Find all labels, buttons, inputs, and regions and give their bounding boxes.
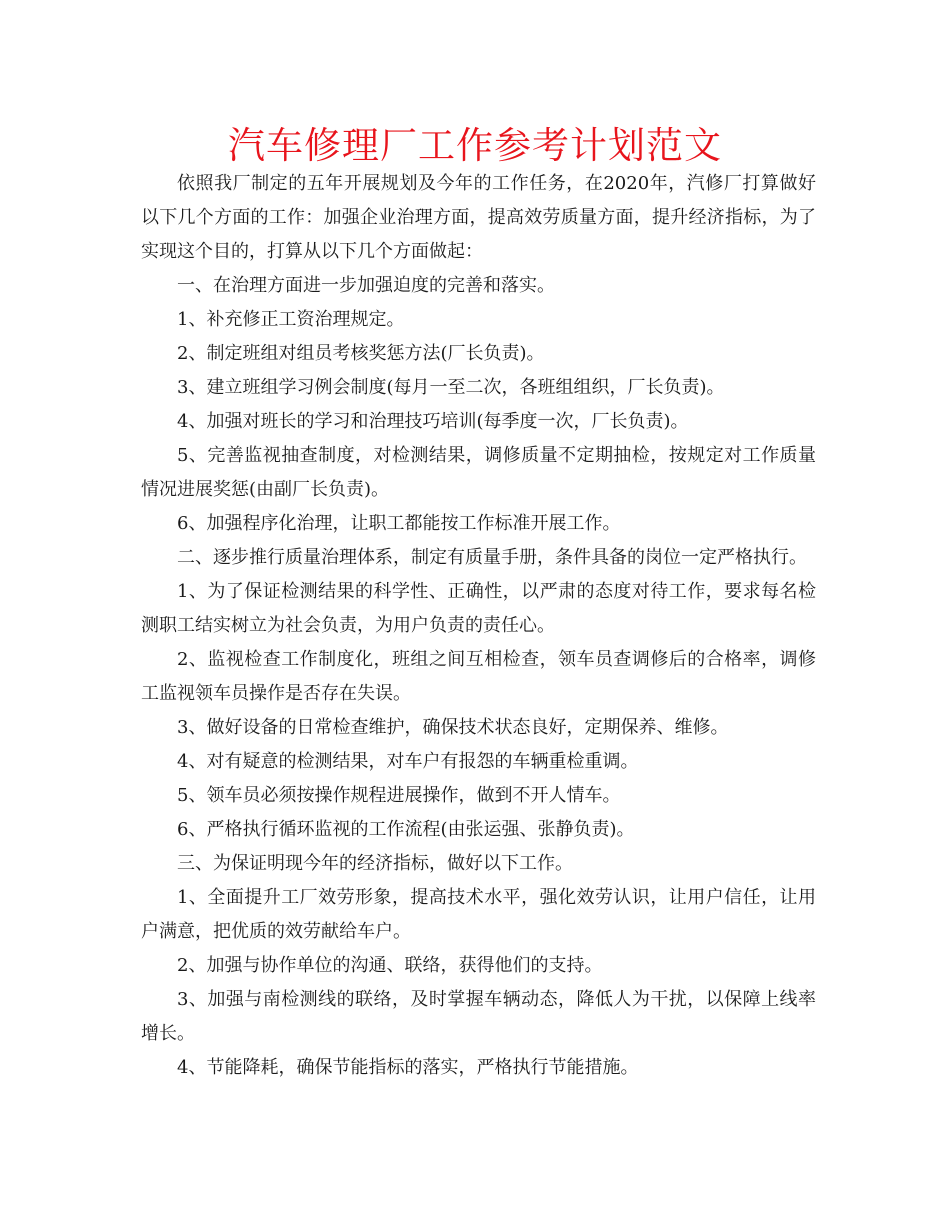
list-item: 1、为了保证检测结果的科学性、正确性，以严肃的态度对待工作，要求每名检测职工结实树立为社会负责，为用户负责的责任心。 [141,581,816,636]
list-item: 4、节能降耗，确保节能指标的落实，严格执行节能措施。 [177,1057,639,1078]
section-heading-1: 一、在治理方面进一步加强迫度的完善和落实。 [177,275,555,296]
list-item: 5、领车员必须按操作规程进展操作，做到不开人情车。 [177,785,621,806]
list-item: 4、加强对班长的学习和治理技巧培训(每季度一次，厂长负责)。 [177,411,689,432]
list-item: 3、建立班组学习例会制度(每月一至二次，各班组组织，厂长负责)。 [177,377,725,398]
list-item: 5、完善监视抽查制度，对检测结果，调修质量不定期抽检，按规定对工作质量情况进展奖惩(由副厂长负责)。 [141,445,816,500]
list-item: 4、对有疑意的检测结果，对车户有报怨的车辆重检重调。 [177,751,639,772]
document-title: 汽车修理厂工作参考计划范文 [228,124,722,167]
list-item: 3、做好设备的日常检查维护，确保技术状态良好，定期保养、维修。 [177,717,729,738]
list-item: 6、加强程序化治理，让职工都能按工作标准开展工作。 [177,513,621,534]
document-body [141,167,816,1085]
section-heading-2: 二、逐步推行质量治理体系，制定有质量手册，条件具备的岗位一定严格执行。 [177,547,807,568]
list-item: 2、制定班组对组员考核奖惩方法(厂长负责)。 [177,343,545,364]
list-item: 1、全面提升工厂效劳形象，提高技术水平，强化效劳认识，让用户信任，让用户满意，把优质的效劳献给车户。 [141,887,816,942]
list-item: 1、补充修正工资治理规定。 [177,309,405,330]
paragraph-intro: 依照我厂制定的五年开展规划及今年的工作任务，在2020年，汽修厂打算做好以下几个方面的工作：加强企业治理方面，提高效劳质量方面，提升经济指标，为了实现这个目的，打算从以下几个方面做起： [141,173,816,262]
section-heading-3: 三、为保证明现今年的经济指标，做好以下工作。 [177,853,573,874]
list-item: 2、监视检查工作制度化，班组之间互相检查，领车员查调修后的合格率，调修工监视领车员操作是否存在失误。 [141,649,816,704]
list-item: 2、加强与协作单位的沟通、联络，获得他们的支持。 [177,955,603,976]
list-item: 3、加强与南检测线的联络，及时掌握车辆动态，降低人为干扰，以保障上线率增长。 [141,989,816,1044]
list-item: 6、严格执行循环监视的工作流程(由张运强、张静负责)。 [177,819,635,840]
